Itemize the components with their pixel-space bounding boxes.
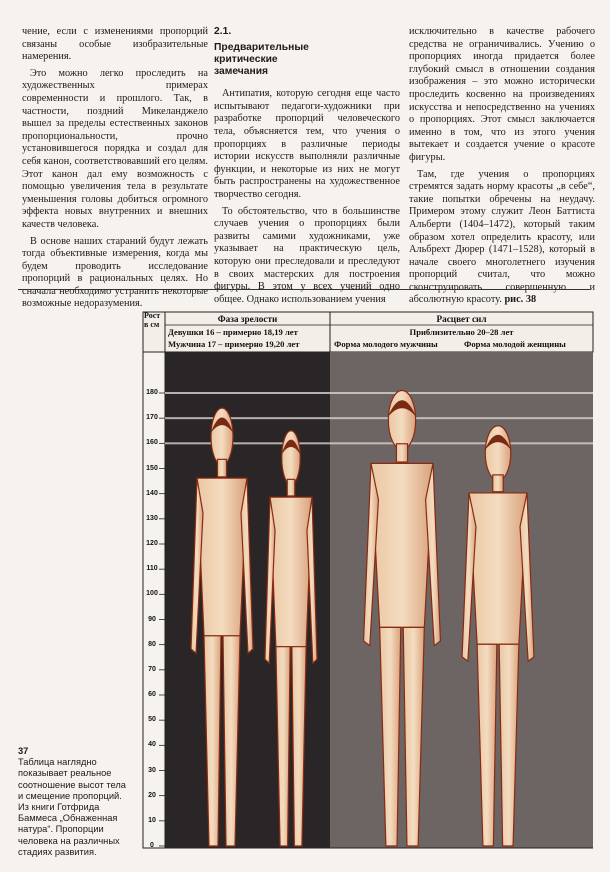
axis-tick-label: 160 xyxy=(146,439,158,447)
figure-body-part xyxy=(270,497,312,646)
section-number: 2.1. xyxy=(214,26,232,37)
figure-reference: рис. 38 xyxy=(504,294,537,306)
paragraph: То обстоятельство, что в большинстве случаев учения о пропорциях были развиты самими художниками, уже указывает на практическую цель, которую они преследовали и преследуют в своих мастерских для построения фигуры. В этом у всех учений одно общее. Однако использованием учения xyxy=(214,205,400,305)
paragraph-text: Там, где учения о пропорциях стремятся задать норму красоты „в себе“, такие попытки обречены на неудачу. Примером этому служит Леон Баттиста Альберти (1404–1472), который таким образом хотел определить красоту, или Альбрехт Дюрер (1471–1528), который в начале своего многолетнего изучения пропорций считал, что можно сконструировать совершенную и абсолютную красоту. xyxy=(409,168,595,306)
phase-left-label: Фаза зрелости xyxy=(217,314,278,324)
axis-tick-label: 140 xyxy=(146,489,158,497)
axis-tick-label: 60 xyxy=(148,691,156,698)
figure-body-part xyxy=(197,478,247,636)
girls-age-label: Девушки 16 – примерно 18,19 лет xyxy=(168,327,298,337)
axis-tick-label: 0 xyxy=(150,842,154,849)
figure-body-part xyxy=(218,459,227,477)
figure-body-part xyxy=(485,426,511,481)
axis-title: Рост в см xyxy=(144,311,161,329)
axis-tick-label: 120 xyxy=(146,540,158,547)
figure-caption xyxy=(18,746,130,858)
axis-tick-label: 150 xyxy=(146,464,158,472)
young-woman-label: Форма молодой женщины xyxy=(464,339,566,349)
axis-tick-label: 90 xyxy=(148,615,156,623)
young-man-label: Форма молодого мужчины xyxy=(334,339,438,349)
figure-body-part xyxy=(388,390,415,449)
figure-body-part xyxy=(282,431,300,485)
axis-tick-label: 130 xyxy=(146,514,158,522)
paragraph: исключительно в качестве рабочего средства не ограничивались. Учению о пропорциях иногда придается более глубокий смысл в отношении создания изображения – это можно исторически проследить косвенно на произведениях искусства и непосредственно на учениях о пропорциях. Этот смысл заключается именно в том, что из этого учения вытекает и создается учение о красоте фигуры. xyxy=(409,26,595,163)
height-line xyxy=(165,392,593,394)
axis-tick-label: 30 xyxy=(148,766,156,774)
figure-body-part xyxy=(469,493,527,644)
paragraph: В основе наших стараний будут лежать тогда объективные измерения, когда мы будем проводить исследование пропорций в рациональных целях. Но сначала необходимо устранить некоторые возможные недоразумения. xyxy=(22,235,208,310)
axis-tick-label: 80 xyxy=(148,640,156,648)
paragraph: Антипатия, которую сегодня еще часто испытывают педагоги-художники при разработке пропорций человеческого тела, объясняется тем, что учения о пропорциях в различные периоды истории искусств выполняли различные функции, и некоторые из них не могут быть распространены на художественное творчество сегодня. xyxy=(214,88,400,200)
figure-body-part xyxy=(396,444,407,462)
axis-tick-label: 110 xyxy=(146,565,158,573)
boys-age-label: Мужчина 17 – примерно 19,20 лет xyxy=(168,339,300,349)
figure-body-part xyxy=(287,479,295,496)
age-range-label: Приблизительно 20–28 лет xyxy=(409,327,514,337)
paragraph: Это можно легко проследить на художественных примерах современности и прошлого. Так, в частности, поздний Микеланджело вышел за пределы естественных законов пропорциональности, прочно установившегося порядка и создал для себя канон, соответствовавший его целям. Этот канон дал ему возможность с помощью увеличения тела в результате уменьшения головы добиться огромного эффекта новых внутренних и внешних качеств человека. xyxy=(22,67,208,230)
figure-body-part xyxy=(493,475,503,492)
axis-tick-label: 70 xyxy=(148,665,156,673)
figure-body-part xyxy=(211,408,233,465)
phase-right-label: Расцвет сил xyxy=(436,314,487,324)
axis-tick-label: 20 xyxy=(148,791,156,799)
axis-tick-label: 50 xyxy=(148,716,156,724)
paragraph: чение, если с изменениями пропорций связаны особые изобразительные намерения. xyxy=(22,26,208,63)
caption-text: Таблица наглядно показывает реальное соотношение высот тела и смещение пропорций. Из книги Готфрида Баммеса „Обнаженная натура“. Пропорции человека на различных стадиях развития. xyxy=(18,757,126,857)
axis-tick-label: 170 xyxy=(146,414,158,422)
axis-tick-label: 100 xyxy=(146,590,158,598)
axis-tick-label: 10 xyxy=(148,816,156,824)
axis-tick-label: 180 xyxy=(146,389,158,396)
axis-tick-label: 40 xyxy=(148,741,156,749)
caption-number: 37 xyxy=(18,746,29,756)
section-title: Предварительные критические замечания xyxy=(214,41,309,77)
figure-body-part xyxy=(371,463,433,627)
